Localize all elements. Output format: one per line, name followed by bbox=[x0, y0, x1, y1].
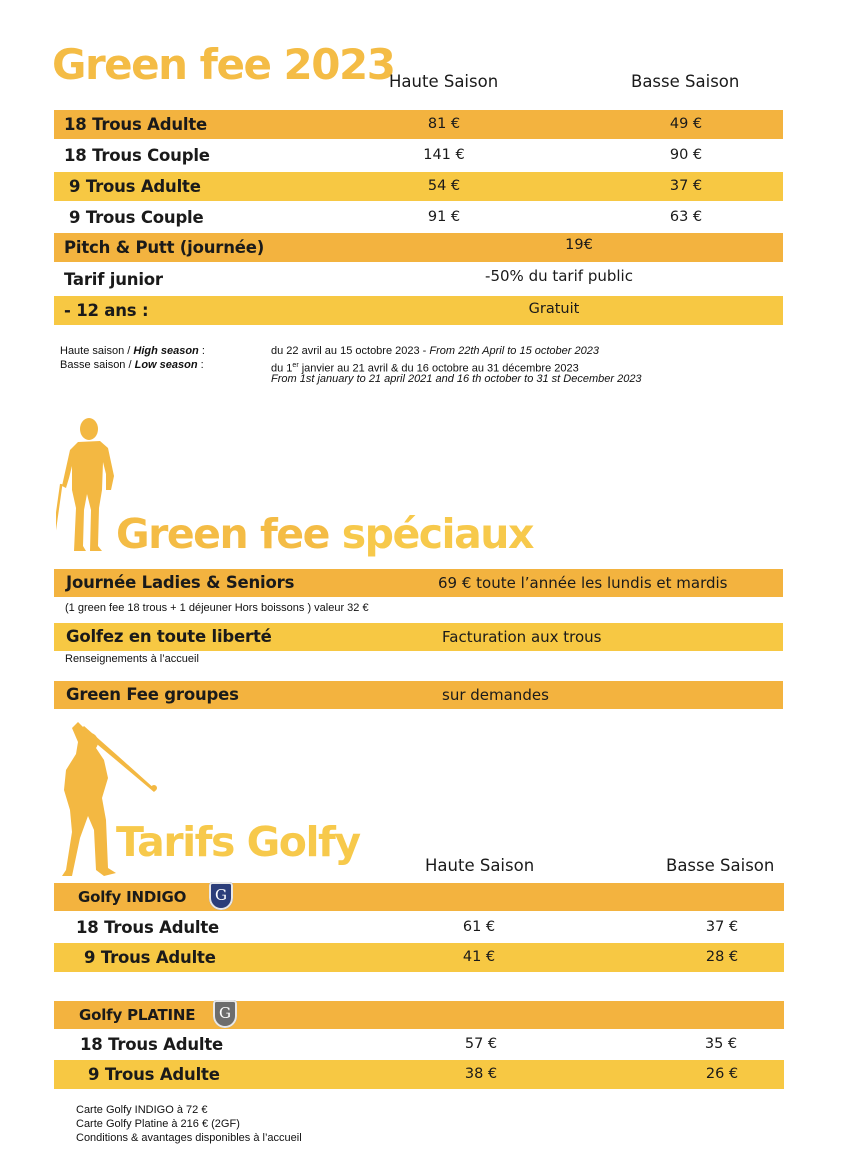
note-text: From 1st january to 21 april 2021 and 16 th october to 31 st December 2023 bbox=[271, 373, 642, 385]
note-text: janvier au 21 avril & du 16 octobre au 31 décembre 2023 bbox=[298, 362, 579, 375]
haute-price: 57 € bbox=[464, 1036, 498, 1052]
row-label: Golfez en toute liberté bbox=[66, 627, 272, 646]
price-row bbox=[54, 265, 783, 294]
special-row bbox=[54, 623, 783, 651]
golfy-row bbox=[54, 1030, 784, 1059]
golfer-standing-icon bbox=[56, 418, 118, 554]
tarifs-golfy-title: Tarifs Golfy bbox=[116, 818, 360, 866]
price-row bbox=[54, 233, 783, 262]
row-label: Tarif junior bbox=[64, 270, 163, 289]
note-text: Haute saison / bbox=[60, 345, 134, 357]
basse-price: 26 € bbox=[705, 1066, 739, 1082]
haute-price: 61 € bbox=[462, 919, 496, 935]
title-part: Green fee bbox=[116, 510, 342, 558]
golfy-platine-header bbox=[54, 1001, 784, 1029]
note-text: : bbox=[198, 345, 205, 357]
note-text: du 22 avril au 15 octobre 2023 - bbox=[271, 345, 430, 357]
row-value: 69 € toute l’année les lundis et mardis bbox=[438, 574, 728, 592]
season-note-haute-label bbox=[60, 345, 205, 359]
haute-price: 81 € bbox=[427, 116, 461, 132]
footer-note: Conditions & avantages disponibles à l’accueil bbox=[76, 1132, 302, 1144]
note-text: Low season bbox=[134, 359, 198, 371]
basse-price: 28 € bbox=[705, 949, 739, 965]
row-label: 9 Trous Adulte bbox=[88, 1065, 220, 1084]
season-note-basse-dates-en bbox=[271, 373, 642, 387]
note-text: From 22th April to 15 october 2023 bbox=[429, 345, 599, 357]
row-value: Facturation aux trous bbox=[442, 628, 602, 646]
column-header-haute-saison: Haute Saison bbox=[389, 72, 499, 91]
special-row bbox=[54, 681, 783, 709]
basse-price: 35 € bbox=[704, 1036, 738, 1052]
row-label: Pitch & Putt (journée) bbox=[64, 238, 265, 257]
special-row-note: (1 green fee 18 trous + 1 déjeuner Hors boissons ) valeur 32 € bbox=[65, 602, 369, 614]
green-fee-2023-title: Green fee 2023 bbox=[52, 40, 395, 89]
haute-price: 38 € bbox=[464, 1066, 498, 1082]
column-header-basse-saison: Basse Saison bbox=[631, 72, 740, 91]
golfy-row bbox=[54, 943, 784, 972]
row-label: 18 Trous Couple bbox=[64, 146, 210, 165]
note-text: er bbox=[292, 362, 299, 369]
price-row bbox=[54, 203, 783, 232]
column-header-haute-saison: Haute Saison bbox=[425, 856, 535, 875]
basse-price: 37 € bbox=[669, 178, 703, 194]
card-name: Golfy PLATINE bbox=[79, 1006, 196, 1024]
price-row bbox=[54, 141, 783, 170]
haute-price: 141 € bbox=[423, 147, 465, 163]
green-fee-speciaux-title bbox=[116, 510, 533, 558]
single-price: -50% du tarif public bbox=[485, 267, 633, 285]
basse-price: 90 € bbox=[669, 147, 703, 163]
logo-letter: G bbox=[215, 886, 227, 904]
note-text: High season bbox=[133, 345, 199, 357]
row-label: 9 Trous Adulte bbox=[69, 177, 201, 196]
basse-price: 37 € bbox=[705, 919, 739, 935]
note-text: Basse saison / bbox=[60, 359, 135, 371]
price-row bbox=[54, 172, 783, 201]
row-label: - 12 ans : bbox=[64, 301, 149, 320]
golfy-indigo-header bbox=[54, 883, 784, 911]
haute-price: 41 € bbox=[462, 949, 496, 965]
price-row bbox=[54, 296, 783, 325]
special-row-note: Renseignements à l’accueil bbox=[65, 653, 199, 665]
special-row bbox=[54, 569, 783, 597]
logo-letter: G bbox=[219, 1004, 231, 1022]
single-price: Gratuit bbox=[528, 301, 580, 317]
note-text: : bbox=[197, 359, 204, 371]
note-text: du 1 bbox=[271, 362, 293, 375]
season-note-haute-dates bbox=[271, 345, 599, 359]
row-label: 18 Trous Adulte bbox=[80, 1035, 223, 1054]
row-value: sur demandes bbox=[442, 686, 549, 704]
title-part: spéciaux bbox=[341, 510, 533, 558]
golfy-row bbox=[54, 1060, 784, 1089]
price-row bbox=[54, 110, 783, 139]
golfy-row bbox=[54, 913, 784, 942]
column-header-basse-saison: Basse Saison bbox=[666, 856, 775, 875]
row-label: 18 Trous Adulte bbox=[64, 115, 207, 134]
footer-note: Carte Golfy Platine à 216 € (2GF) bbox=[76, 1118, 240, 1130]
haute-price: 54 € bbox=[427, 178, 461, 194]
golfy-indigo-logo-icon bbox=[209, 882, 233, 910]
season-note-basse-label bbox=[60, 359, 204, 373]
single-price: 19€ bbox=[565, 237, 593, 253]
basse-price: 49 € bbox=[669, 116, 703, 132]
row-label: 9 Trous Adulte bbox=[84, 948, 216, 967]
card-name: Golfy INDIGO bbox=[78, 888, 187, 906]
golfy-platine-logo-icon bbox=[213, 1000, 237, 1028]
row-label: Journée Ladies & Seniors bbox=[66, 573, 295, 592]
row-label: Green Fee groupes bbox=[66, 685, 239, 704]
row-label: 18 Trous Adulte bbox=[76, 918, 219, 937]
footer-note: Carte Golfy INDIGO à 72 € bbox=[76, 1104, 208, 1116]
row-label: 9 Trous Couple bbox=[69, 208, 204, 227]
basse-price: 63 € bbox=[669, 209, 703, 225]
haute-price: 91 € bbox=[427, 209, 461, 225]
